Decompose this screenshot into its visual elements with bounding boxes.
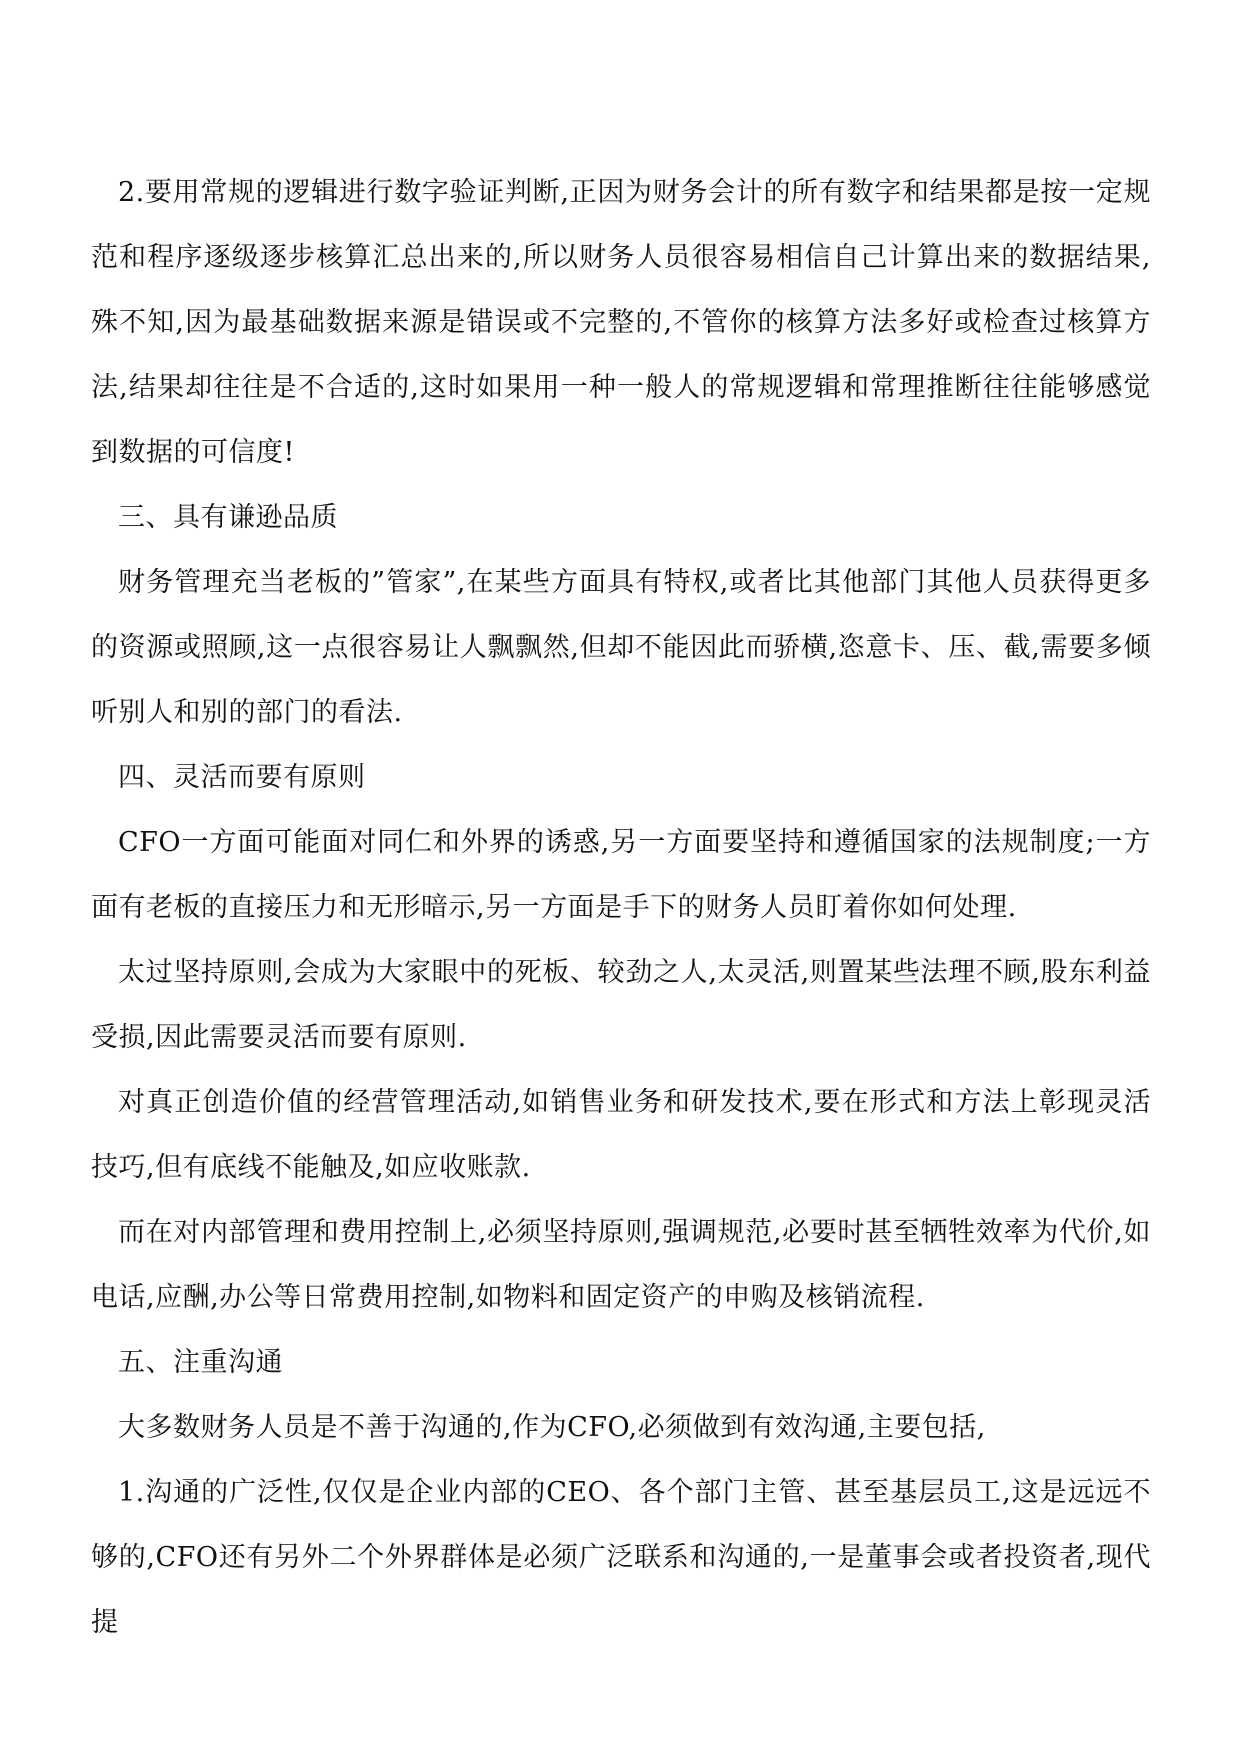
section-heading-humility: 三、具有谦逊品质: [118, 502, 338, 533]
document-body: [91, 160, 1151, 1655]
paragraph-cost-control: 而在对内部管理和费用控制上,必须坚持原则,强调规范,必要时甚至牺牲效率为代价,如电话,应酬,办公等日常费用控制,如物料和固定资产的申购及核销流程.: [91, 1217, 1151, 1313]
paragraph-principles-balance: 太过坚持原则,会成为大家眼中的死板、较劲之人,太灵活,则置某些法理不顾,股东利益受损,因此需要灵活而要有原则.: [91, 957, 1151, 1053]
paragraph-humility: 财务管理充当老板的”管家”,在某些方面具有特权,或者比其他部门其他人员获得更多的资源或照顾,这一点很容易让人飘飘然,但却不能因此而骄横,恣意卡、压、截,需要多倾听别人和别的部门的看法.: [91, 567, 1151, 728]
paragraph-value-creation: 对真正创造价值的经营管理活动,如销售业务和研发技术,要在形式和方法上彰现灵活技巧,但有底线不能触及,如应收账款.: [91, 1087, 1151, 1183]
section-heading-flexibility: 四、灵活而要有原则: [118, 762, 366, 793]
paragraph-communication-intro: 大多数财务人员是不善于沟通的,作为CFO,必须做到有效沟通,主要包括,: [118, 1412, 986, 1443]
section-heading-communication: 五、注重沟通: [118, 1347, 283, 1378]
paragraph-numeric-verification: 2.要用常规的逻辑进行数字验证判断,正因为财务会计的所有数字和结果都是按一定规范和程序逐级逐步核算汇总出来的,所以财务人员很容易相信自己计算出来的数据结果,殊不知,因为最基础数据来源是错误或不完整的,不管你的核算方法多好或检查过核算方法,结果却往往是不合适的,这时如果用一种一般人的常规逻辑和常理推断往往能够感觉到数据的可信度!: [91, 177, 1151, 468]
paragraph-cfo-pressures: CFO一方面可能面对同仁和外界的诱惑,另一方面要坚持和遵循国家的法规制度;一方面有老板的直接压力和无形暗示,另一方面是手下的财务人员盯着你如何处理.: [91, 827, 1151, 923]
paragraph-communication-breadth: 1.沟通的广泛性,仅仅是企业内部的CEO、各个部门主管、甚至基层员工,这是远远不够的,CFO还有另外二个外界群体是必须广泛联系和沟通的,一是董事会或者投资者,现代提: [91, 1477, 1151, 1638]
